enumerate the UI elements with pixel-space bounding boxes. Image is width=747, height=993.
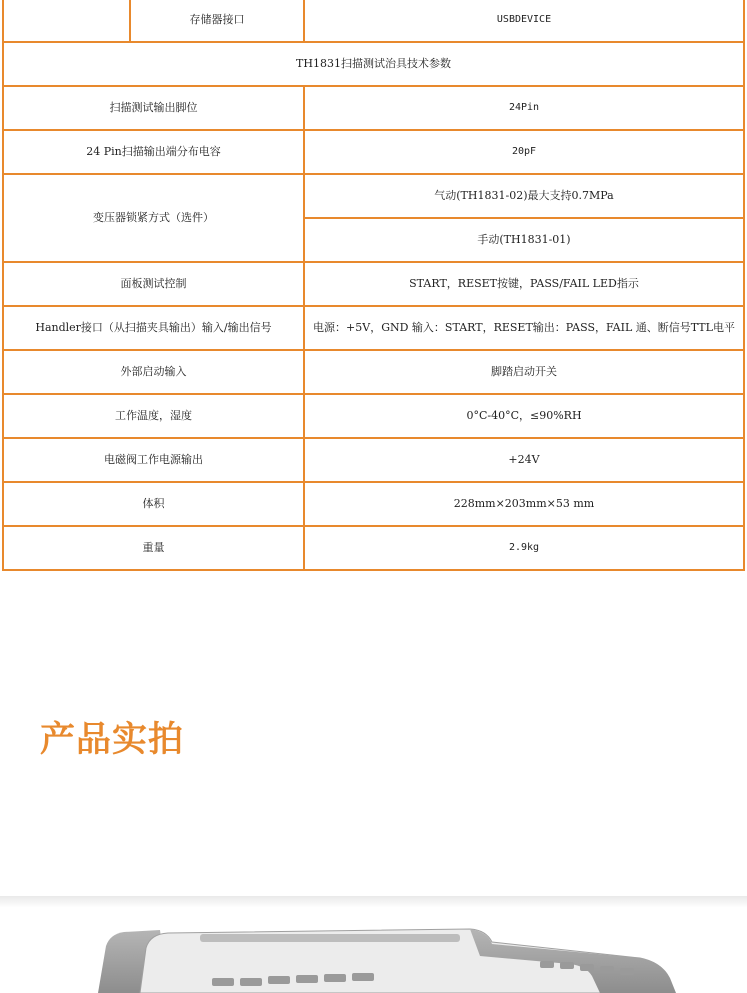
table-cell-blank bbox=[3, 0, 130, 42]
spec-value: +24V bbox=[304, 438, 744, 482]
spec-label: 存储器接口 bbox=[130, 0, 304, 42]
table-row bbox=[3, 526, 744, 570]
spec-label: 体积 bbox=[3, 482, 304, 526]
section-heading: 产品实拍 bbox=[40, 719, 185, 760]
section-title-cell: TH1831扫描测试治具技术参数 bbox=[3, 42, 744, 86]
spec-label: 重量 bbox=[3, 526, 304, 570]
spec-label: 24 Pin扫描输出端分布电容 bbox=[3, 130, 304, 174]
table-row bbox=[3, 262, 744, 306]
table-row bbox=[3, 350, 744, 394]
spec-label: 电磁阀工作电源输出 bbox=[3, 438, 304, 482]
spec-label: 外部启动输入 bbox=[3, 350, 304, 394]
spec-value: START，RESET按键，PASS/FAIL LED指示 bbox=[304, 262, 744, 306]
spec-value: 手动(TH1831-01) bbox=[304, 218, 744, 262]
table-row bbox=[3, 42, 744, 86]
spec-value: 228mm×203mm×53 mm bbox=[304, 482, 744, 526]
spec-value: 20pF bbox=[304, 130, 744, 174]
spec-label: 面板测试控制 bbox=[3, 262, 304, 306]
device-top-strip bbox=[200, 934, 460, 942]
spec-value: 气动(TH1831-02)最大支持0.7MPa bbox=[304, 174, 744, 218]
spec-label: 工作温度，湿度 bbox=[3, 394, 304, 438]
spec-table bbox=[2, 0, 745, 571]
spec-value: 脚踏启动开关 bbox=[304, 350, 744, 394]
spec-value: 2.9kg bbox=[304, 526, 744, 570]
spec-label: Handler接口（从扫描夹具输出）输入/输出信号 bbox=[3, 306, 304, 350]
table-row bbox=[3, 0, 744, 42]
spec-value: 0°C-40°C，≤90%RH bbox=[304, 394, 744, 438]
spec-value: 电源：+5V，GND 输入：START，RESET输出：PASS，FAIL 通、断信号TTL电平 bbox=[304, 306, 744, 350]
table-row bbox=[3, 482, 744, 526]
spec-value: 24Pin bbox=[304, 86, 744, 130]
product-photo bbox=[0, 896, 747, 993]
table-row bbox=[3, 306, 744, 350]
table-row bbox=[3, 130, 744, 174]
table-row bbox=[3, 394, 744, 438]
spec-label: 扫描测试输出脚位 bbox=[3, 86, 304, 130]
table-row bbox=[3, 438, 744, 482]
table-row bbox=[3, 86, 744, 130]
table-row bbox=[3, 174, 744, 218]
spec-value: USBDEVICE bbox=[304, 0, 744, 42]
spec-label: 变压器锁紧方式（选件） bbox=[3, 174, 304, 262]
